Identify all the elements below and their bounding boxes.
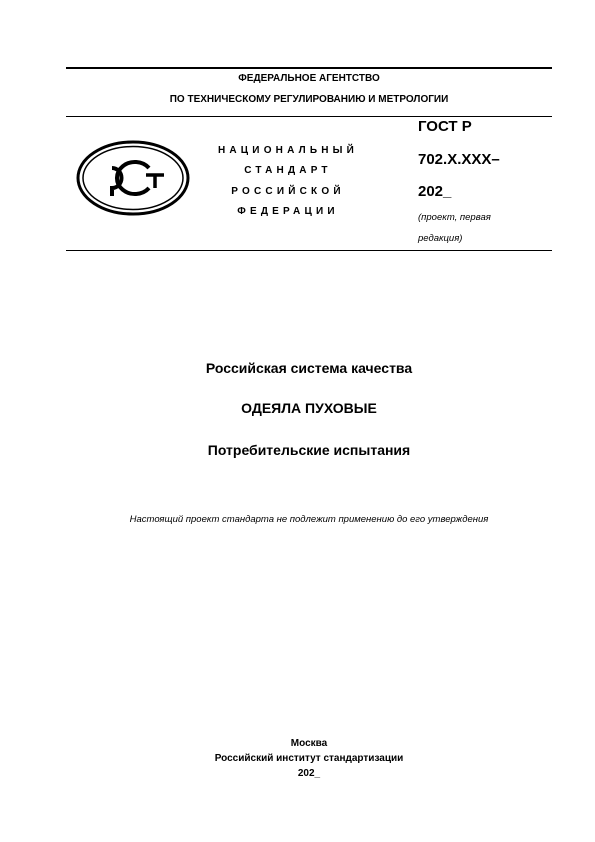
standard-type-line4: ФЕДЕРАЦИИ bbox=[237, 206, 339, 217]
system-title: Российская система качества bbox=[205, 360, 413, 376]
agency-name-line1: ФЕДЕРАЛЬНОЕ АГЕНТСТВО bbox=[238, 73, 380, 84]
top-rule bbox=[66, 67, 552, 69]
draft-notice: Настоящий проект стандарта не подлежит применению до его утверждения bbox=[129, 514, 489, 525]
footer-city: Москва bbox=[290, 738, 328, 749]
standard-type-line1: НАЦИОНАЛЬНЫЙ bbox=[217, 145, 359, 156]
standard-designation-year: 202_ bbox=[418, 183, 452, 200]
edition-note-line2: редакция) bbox=[418, 233, 463, 244]
edition-note-line1: (проект, первая bbox=[418, 212, 491, 223]
document-subtitle: Потребительские испытания bbox=[207, 442, 411, 458]
footer-publisher: Российский институт стандартизации bbox=[214, 753, 404, 764]
agency-name-line2: ПО ТЕХНИЧЕСКОМУ РЕГУЛИРОВАНИЮ И МЕТРОЛОГИИ bbox=[169, 94, 449, 105]
standard-designation-prefix: ГОСТ Р bbox=[418, 118, 472, 135]
document-title: ОДЕЯЛА ПУХОВЫЕ bbox=[241, 400, 377, 416]
standard-type-line2: СТАНДАРТ bbox=[244, 165, 332, 176]
header-bottom-rule bbox=[66, 250, 552, 251]
header-rule bbox=[66, 116, 552, 117]
rst-logo-icon bbox=[76, 140, 190, 216]
standard-designation-number: 702.X.XXX– bbox=[418, 151, 500, 168]
footer-year: 202_ bbox=[297, 768, 321, 779]
standard-type-line3: РОССИЙСКОЙ bbox=[231, 186, 345, 197]
